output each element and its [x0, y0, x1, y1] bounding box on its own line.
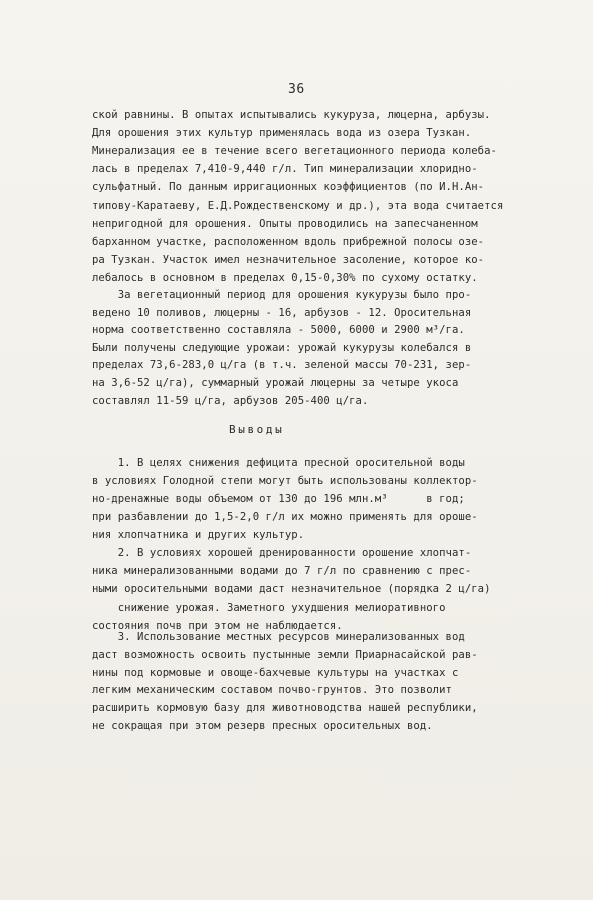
text-line: Минерализация ее в течение всего вегетационного периода колеба- — [92, 145, 497, 158]
text-line: состояния почв при этом не наблюдается. — [92, 619, 343, 632]
text-line: лебалось в основном в пределах 0,15-0,30% по сухому остатку. — [92, 271, 478, 284]
text-line: Были получены следующие урожаи: урожай кукурузы колебался в — [92, 341, 472, 354]
text-line: барханном участке, расположенном вдоль прибрежной полосы озе- — [92, 235, 485, 248]
text-line: ра Тузкан. Участок имел незначительное засоление, которое ко- — [92, 253, 485, 266]
text-line: не сокращая при этом резерв пресных оросительных вод. — [92, 720, 433, 732]
text-line: Для орошения этих культур применялась вода из озера Тузкан. — [92, 127, 472, 140]
section-heading-conclusions: Выводы — [229, 423, 285, 436]
text-line: расширить кормовую базу для животноводства нашей республики, — [92, 702, 478, 715]
text-line: в условиях Голодной степи могут быть использованы коллектор- — [92, 475, 478, 487]
text-line: на 3,6-52 ц/га), суммарный урожай люцерны за четыре укоса — [92, 377, 459, 389]
text-line: ния хлопчатника и других культур. — [92, 529, 305, 541]
text-line: 1. В целях снижения дефицита пресной оросительной воды — [92, 457, 465, 469]
text-line: ведено 10 поливов, люцерны - 16, арбузов - 12. Оросительная — [92, 306, 472, 319]
text-line: 2. В условиях хорошей дренированности орошение хлопчат- — [92, 547, 472, 559]
text-line: сульфатный. По данным ирригационных коэффициентов (по И.Н.Ан- — [92, 181, 485, 194]
text-line: типову-Каратаеву, Е.Д.Рождественскому и др.), эта вода считается — [92, 199, 504, 212]
text-line: норма соответственно составляла - 5000, 6000 и 2900 м³/га. — [92, 324, 465, 337]
text-line: нины под кормовые и овоще-бахчевые культуры на участках с — [92, 666, 459, 679]
text-line: даст возможность освоить пустынные земли Приарнасайской рав- — [92, 648, 478, 661]
text-line: пределах 73,6-283,0 ц/га (в т.ч. зеленой массы 70-231, зер- — [92, 359, 472, 372]
text-line: За вегетационный период для орошения кукурузы было про- — [92, 289, 472, 301]
text-line: при разбавлении до 1,5-2,0 г/л их можно применять для ороше- — [92, 511, 478, 523]
text-line: лась в пределах 7,410-9,440 г/л. Тип минерализации хлоридно- — [92, 163, 478, 176]
text-line: составлял 11-59 ц/га, арбузов 205-400 ц/га. — [92, 394, 369, 407]
page-number: 36 — [288, 82, 305, 97]
text-line: ской равнины. В опытах испытывались кукуруза, люцерна, арбузы. — [92, 109, 491, 121]
text-line: 3. Использование местных ресурсов минерализованных вод — [92, 631, 465, 643]
text-line: легким механическим составом почво-грунтов. Это позволит — [92, 684, 452, 697]
text-line: снижение урожая. Заметного ухудшения мелиоративного — [92, 601, 446, 614]
text-line: ника минерализованными водами до 7 г/л по сравнению с прес- — [92, 565, 472, 578]
text-line: непригодной для орошения. Опыты проводились на запесчаненном — [92, 217, 478, 230]
text-line: ными оросительными водами даст незначительное (порядка 2 ц/га) — [92, 583, 491, 596]
text-line: но-дренажные воды объемом от 130 до 196 млн.м³ в год; — [92, 493, 465, 505]
